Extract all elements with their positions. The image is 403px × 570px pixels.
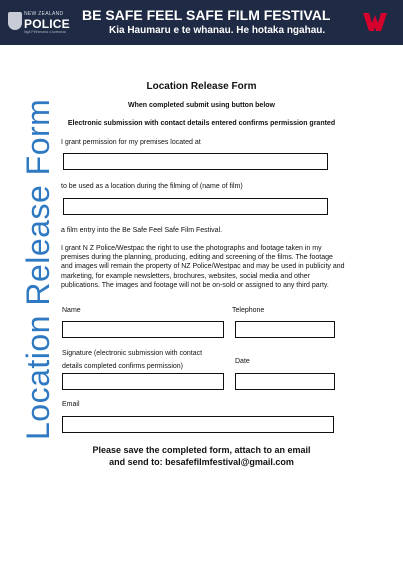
signature-label-line2: details completed confirms permission) <box>62 363 183 370</box>
email-label: Email <box>62 401 80 408</box>
name-input[interactable] <box>62 321 224 338</box>
form-permission-note: Electronic submission with contact details entered confirms permission granted <box>67 120 336 127</box>
festival-subtitle: Kia Haumaru e te whanau. He hotaka ngahau. <box>109 25 326 36</box>
police-country-text: NEW ZEALAND <box>24 11 64 17</box>
premises-label: I grant permission for my premises located at <box>61 139 201 146</box>
name-label: Name <box>62 307 81 314</box>
police-logo-text: POLICE <box>24 17 70 31</box>
premises-input[interactable] <box>63 153 328 170</box>
form-title: Location Release Form <box>146 81 257 92</box>
email-input[interactable] <box>62 416 334 433</box>
date-label: Date <box>235 358 250 365</box>
footer-email: and send to: besafefilmfestival@gmail.com <box>109 457 294 467</box>
grant-paragraph: I grant N Z Police/Westpac the right to use the photographs and footage taken in my premises during the planning, producing, editing and screening of the films. The footage and images will remain the property of NZ Police/Westpac and may be used in publicity and marketing, for example newsletters, brochures, websites, social media and other publications. The images and footage will not be on-sold or assigned to any third party. <box>61 245 345 289</box>
film-name-input[interactable] <box>63 198 328 215</box>
westpac-logo-icon <box>362 11 388 33</box>
festival-title: BE SAFE FEEL SAFE FILM FESTIVAL <box>82 7 331 23</box>
telephone-input[interactable] <box>235 321 335 338</box>
police-shield-icon <box>8 12 22 30</box>
entry-text: a film entry into the Be Safe Feel Safe Film Festival. <box>61 227 223 234</box>
signature-input[interactable] <box>62 373 224 390</box>
footer-instruction: Please save the completed form, attach to an email <box>92 445 311 455</box>
form-instruction: When completed submit using button below <box>128 102 275 109</box>
date-input[interactable] <box>235 373 335 390</box>
film-label: to be used as a location during the filming of (name of film) <box>61 183 243 190</box>
signature-label: Signature (electronic submission with contact <box>62 350 203 357</box>
telephone-label: Telephone <box>232 307 265 314</box>
header-banner <box>0 0 403 45</box>
police-maori-text: Ngā Pirihimana o Aotearoa <box>24 30 66 34</box>
side-title: Location Release Form <box>20 98 56 440</box>
westpac-w-mark <box>363 13 387 31</box>
